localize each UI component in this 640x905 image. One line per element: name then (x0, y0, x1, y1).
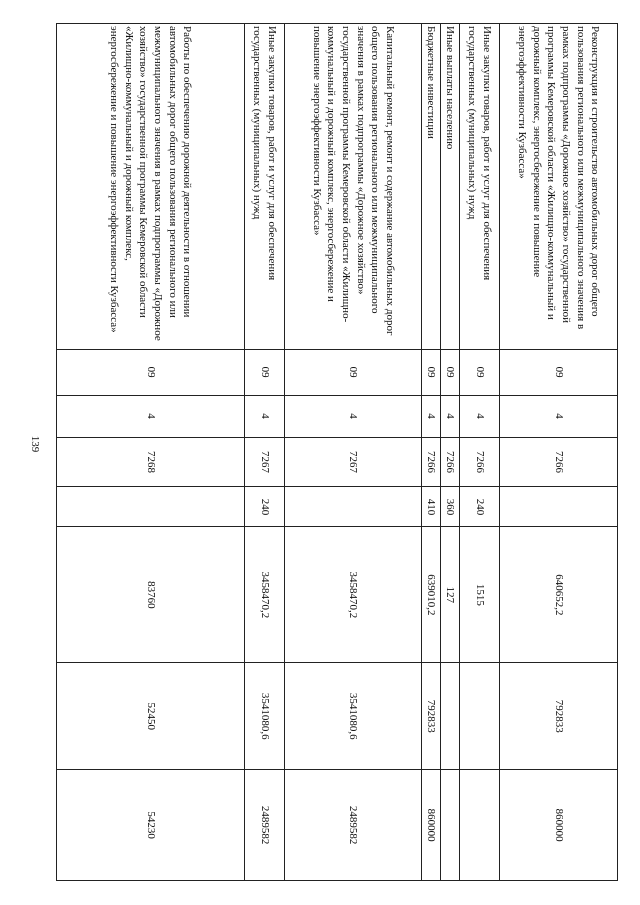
cell-subsection: 4 (459, 396, 499, 438)
cell-amount-year3 (440, 770, 459, 881)
table-row (56, 24, 244, 881)
cell-name: Иные закупки товаров, работ и услуг для обеспечения государственных (муниципальных) нужд (244, 24, 284, 350)
cell-expense-type (499, 487, 617, 527)
cell-subsection: 4 (421, 396, 440, 438)
cell-subsection: 4 (244, 396, 284, 438)
cell-amount-year1: 640652,2 (499, 527, 617, 663)
cell-amount-year3 (459, 770, 499, 881)
cell-amount-year2: 3541080,6 (284, 663, 421, 770)
cell-section: 09 (440, 350, 459, 396)
budget-table (56, 23, 618, 881)
page-number: 139 (29, 435, 41, 453)
cell-section: 09 (284, 350, 421, 396)
cell-target-article: 7266 (499, 438, 617, 488)
cell-amount-year1: 3458470,2 (284, 527, 421, 663)
cell-amount-year2: 52450 (56, 663, 244, 770)
cell-amount-year2 (440, 663, 459, 770)
cell-amount-year2: 792833 (499, 663, 617, 770)
table-row (421, 24, 440, 881)
cell-target-article: 7266 (421, 438, 440, 488)
cell-expense-type: 240 (244, 487, 284, 527)
cell-expense-type (56, 487, 244, 527)
cell-section: 09 (244, 350, 284, 396)
cell-subsection: 4 (499, 396, 617, 438)
cell-target-article: 7268 (56, 438, 244, 488)
cell-amount-year1: 639010,2 (421, 527, 440, 663)
cell-amount-year3: 860000 (421, 770, 440, 881)
cell-expense-type: 360 (440, 487, 459, 527)
cell-amount-year2: 792833 (421, 663, 440, 770)
table-row (459, 24, 499, 881)
cell-amount-year3: 2489582 (284, 770, 421, 881)
cell-name: Реконструкция и строительство автомобильных дорог общего пользования регионального или межмуниципального значения в рамках подпрограммы «Дорожное хозяйство» государственной программы Кемеровской области «Жилищно-коммунальный и дорожный комплекс, энергосбережение и повышение энергоэффективности Кузбасса» (499, 24, 617, 350)
cell-amount-year2: 3541080,6 (244, 663, 284, 770)
cell-amount-year1: 3458470,2 (244, 527, 284, 663)
cell-name: Капитальный ремонт, ремонт и содержание автомобильных дорог общего пользования регионального или межмуниципального значения в рамках подпрограммы «Дорожное хозяйство» государственной программы Кемеровской области «Жилищно-коммунальный и дорожный комплекс, энергосбережение и повышение энергоэффективности Кузбасса» (284, 24, 421, 350)
cell-expense-type: 240 (459, 487, 499, 527)
cell-amount-year1: 1515 (459, 527, 499, 663)
cell-name: Бюджетные инвестиции (421, 24, 440, 350)
cell-amount-year2 (459, 663, 499, 770)
cell-amount-year3: 2489582 (244, 770, 284, 881)
cell-section: 09 (459, 350, 499, 396)
cell-section: 09 (499, 350, 617, 396)
cell-subsection: 4 (56, 396, 244, 438)
cell-target-article: 7266 (459, 438, 499, 488)
cell-target-article: 7267 (244, 438, 284, 488)
cell-section: 09 (56, 350, 244, 396)
cell-expense-type: 410 (421, 487, 440, 527)
cell-amount-year3: 54230 (56, 770, 244, 881)
table-row (499, 24, 617, 881)
cell-name: Иные закупки товаров, работ и услуг для обеспечения государственных (муниципальных) нужд (459, 24, 499, 350)
cell-amount-year1: 127 (440, 527, 459, 663)
table-row (244, 24, 284, 881)
table-row (440, 24, 459, 881)
table-row (284, 24, 421, 881)
cell-amount-year1: 83760 (56, 527, 244, 663)
cell-subsection: 4 (440, 396, 459, 438)
cell-section: 09 (421, 350, 440, 396)
cell-amount-year3: 860000 (499, 770, 617, 881)
cell-expense-type (284, 487, 421, 527)
cell-target-article: 7267 (284, 438, 421, 488)
cell-name: Работы по обеспечению дорожной деятельности в отношении автомобильных дорог общего пользования регионального или межмуниципального значения в рамках подпрограммы «Дорожное хозяйство» государственной программы Кемеровской области «Жилищно-коммунальный и дорожный комплекс, энергосбережение и повышение энергоэффективности Кузбасса» (56, 24, 244, 350)
cell-target-article: 7266 (440, 438, 459, 488)
cell-subsection: 4 (284, 396, 421, 438)
table-rotator (56, 23, 618, 881)
cell-name: Иные выплаты населению (440, 24, 459, 350)
